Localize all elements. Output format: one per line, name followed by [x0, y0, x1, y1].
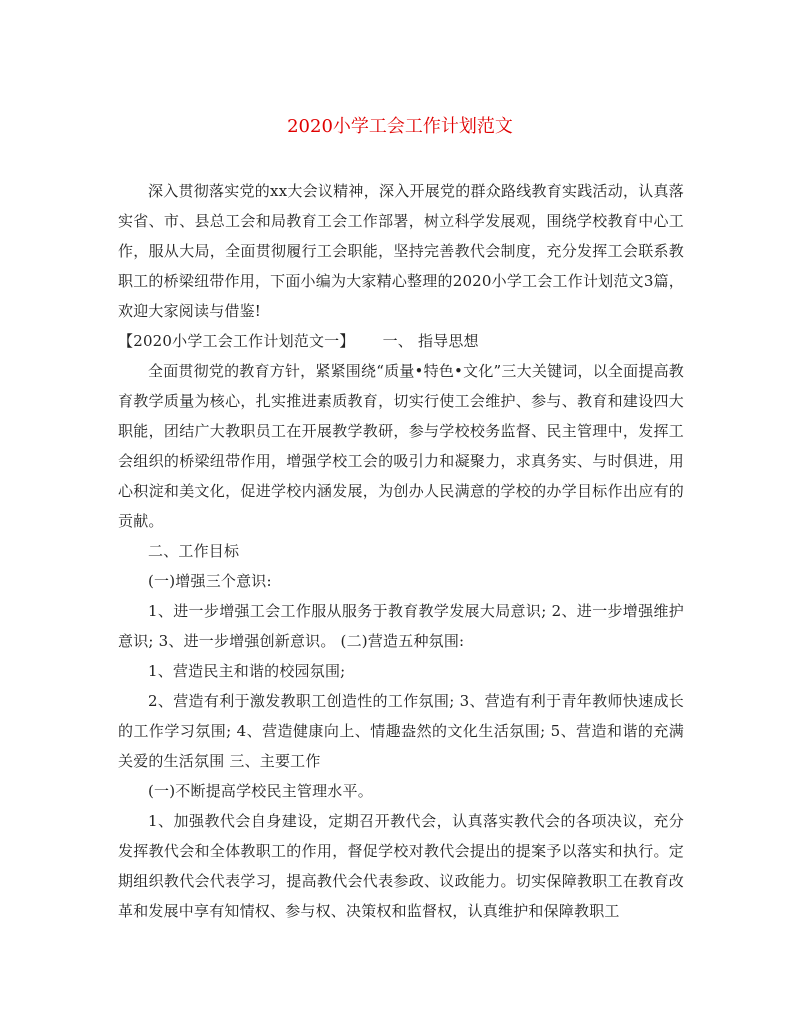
intro-paragraph: 深入贯彻落实党的xx大会议精神，深入开展党的群众路线教育实践活动，认真落实省、市、县总工会和局教育工会工作部署，树立科学发展观，围绕学校教育中心工作，服从大局，全面贯彻履行工会职能，坚持完善教代会制度，充分发挥工会联系教职工的桥梁纽带作用，下面小编为大家精心整理的2020小学工会工作计划范文3篇，欢迎大家阅读与借鉴! — [118, 182, 684, 320]
document-title: 2020小学工会工作计划范文 — [287, 116, 513, 137]
section-label: 【2020小学工会工作计划范文一】 — [118, 332, 355, 350]
awareness-paragraph: 1、进一步增强工会工作服从服务于教育教学发展大局意识; 2、进一步增强维护意识; 3、进一步增强创新意识。 (二)营造五种氛围: — [118, 602, 684, 650]
atmosphere-paragraph-2: 2、营造有利于激发教职工创造性的工作氛围; 3、营造有利于青年教师快速成长的工作学习氛围; 4、营造健康向上、情趣盎然的文化生活氛围; 5、营造和谐的充满关爱的生活氛围 三、主要工作 — [118, 692, 684, 770]
section1-heading: 一、 指导思想 — [382, 332, 479, 350]
congress-paragraph: 1、加强教代会自身建设，定期召开教代会，认真落实教代会的各项决议，充分发挥教代会和全体教职工的作用，督促学校对教代会提出的提案予以落实和执行。定期组织教代会代表学习，提高教代会代表参政、议政能力。切实保障教职工在教育改革和发展中享有知情权、参与权、决策权和监督权，认真维护和保障教职工 — [118, 812, 684, 920]
section-label-line — [118, 326, 684, 356]
document-body — [118, 176, 684, 926]
sub1-heading: (一)增强三个意识: — [148, 572, 272, 590]
atmosphere-paragraph-1: 1、营造民主和谐的校园氛围; — [148, 662, 346, 680]
section2-heading: 二、工作目标 — [148, 542, 240, 560]
main-work-subheading: (一)不断提高学校民主管理水平。 — [148, 782, 373, 800]
guiding-paragraph: 全面贯彻党的教育方针，紧紧围绕“质量•特色•文化”三大关键词，以全面提高教育教学质量为核心，扎实推进素质教育，切实行使工会维护、参与、教育和建设四大职能，团结广大教职员工在开展教学教研，参与学校校务监督、民主管理中，发挥工会组织的桥梁纽带作用，增强学校工会的吸引力和凝聚力，求真务实、与时俱进，用心积淀和美文化，促进学校内涵发展，为创办人民满意的学校的办学目标作出应有的贡献。 — [118, 362, 684, 530]
